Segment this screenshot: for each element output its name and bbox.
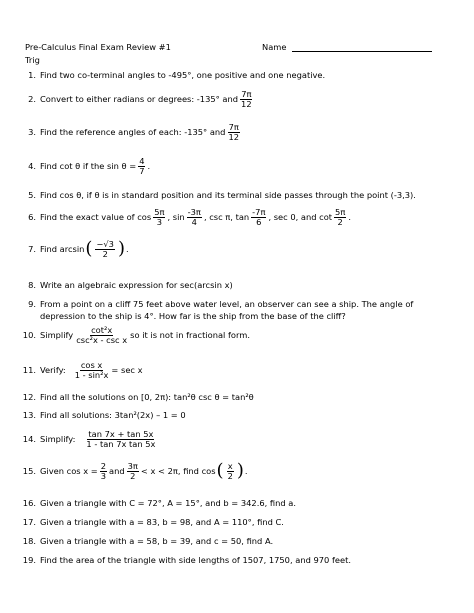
question-18	[10, 536, 273, 546]
question-text: Given a triangle with a = 58, b = 39, and c = 50, find A.	[40, 536, 274, 546]
fraction	[74, 361, 110, 379]
question-9-line2: depression to the ship is 4°. How far is the ship from the base of the cliff?	[40, 311, 346, 321]
question-text-end: .	[348, 212, 351, 223]
question-number: 2.	[28, 94, 36, 105]
question-2	[10, 90, 255, 108]
question-1	[10, 70, 325, 80]
denominator: csc²x - csc x	[76, 334, 128, 345]
fraction	[100, 462, 107, 480]
numerator: cot²x	[91, 325, 113, 335]
numerator: x	[227, 461, 233, 471]
numerator: 4	[139, 156, 145, 166]
question-text-part: , csc π, tan	[203, 212, 250, 223]
numerator: -7π	[252, 207, 266, 217]
fraction	[138, 157, 145, 175]
denominator: 12	[241, 98, 252, 109]
numerator: 5π	[154, 207, 165, 217]
question-text: Find cot θ if the sin θ =	[40, 161, 137, 172]
numerator: 3π	[127, 461, 138, 471]
question-4	[10, 157, 150, 175]
question-text: Find the exact value of cos	[40, 212, 152, 223]
question-number: 7.	[28, 244, 36, 255]
question-number: 12.	[22, 392, 36, 402]
denominator: 1 - sin²x	[74, 369, 109, 380]
question-text: Find all solutions: 3tan²(2x) – 1 = 0	[40, 410, 186, 420]
question-number: 19.	[22, 555, 36, 565]
name-label: Name	[262, 42, 287, 52]
denominator: 7	[139, 165, 145, 176]
question-15	[10, 462, 248, 480]
question-number: 16.	[22, 498, 36, 508]
fraction	[251, 208, 266, 226]
question-text-end: .	[244, 466, 248, 477]
exam-title: Pre-Calculus Final Exam Review #1	[25, 42, 171, 52]
denominator: 3	[100, 470, 107, 481]
question-number: 11.	[22, 365, 36, 376]
question-text-end: so it is not in fractional form.	[130, 330, 250, 341]
left-paren: (	[85, 238, 93, 260]
question-7	[10, 240, 129, 258]
question-text: Find the reference angles of each: -135° and	[40, 127, 226, 138]
question-text-end: .	[126, 244, 129, 255]
question-text-part: , sin	[167, 212, 185, 223]
question-number: 3.	[28, 127, 36, 138]
denominator: 3	[156, 216, 162, 227]
denominator: 2	[227, 470, 233, 481]
question-text: Find arcsin	[40, 244, 85, 255]
question-11	[10, 361, 143, 379]
fraction	[95, 240, 115, 258]
question-number: 6.	[28, 212, 36, 223]
question-text: Verify:	[40, 365, 66, 376]
question-6	[10, 208, 351, 226]
right-paren: )	[117, 238, 125, 260]
question-text-end: .	[147, 161, 151, 172]
exam-subtitle: Trig	[25, 55, 40, 65]
question-number: 13.	[22, 410, 36, 420]
right-paren: )	[236, 460, 244, 482]
fraction	[153, 208, 165, 226]
question-number: 14.	[22, 434, 36, 445]
denominator: 1 - tan 7x tan 5x	[86, 438, 156, 449]
question-text: Find the area of the triangle with side lengths of 1507, 1750, and 970 feet.	[40, 555, 351, 565]
question-12	[10, 392, 254, 402]
question-number: 9.	[28, 299, 36, 309]
question-number: 10.	[22, 330, 36, 341]
question-text: Find two co-terminal angles to -495°, one positive and one negative.	[40, 70, 326, 80]
question-text: Find cos θ, if θ is in standard position and its terminal side passes through the point (-3,3).	[40, 190, 416, 200]
question-text: Given a triangle with a = 83, b = 98, and A = 110°, find C.	[40, 517, 284, 527]
fraction	[187, 208, 202, 226]
denominator: 2	[102, 248, 108, 259]
numerator: cos x	[80, 360, 103, 370]
fraction	[85, 430, 156, 448]
question-text-end: = sec x	[111, 365, 143, 376]
question-text-part: < x < 2π, find cos	[140, 466, 216, 477]
question-number: 4.	[28, 161, 36, 172]
question-number: 15.	[22, 466, 36, 477]
denominator: 12	[228, 131, 239, 142]
question-19	[10, 555, 351, 565]
name-blank-line	[292, 51, 432, 52]
numerator: −√3	[96, 239, 114, 249]
question-number: 17.	[22, 517, 36, 527]
question-5	[10, 190, 416, 200]
fraction	[75, 326, 128, 344]
question-3	[10, 123, 242, 141]
question-9	[10, 299, 413, 309]
question-text: Find all the solutions on [0, 2π): tan²θ csc θ = tan²θ	[40, 392, 254, 402]
question-number: 18.	[22, 536, 36, 546]
denominator: 6	[256, 216, 262, 227]
numerator: 5π	[335, 207, 346, 217]
question-text-part: and	[109, 466, 125, 477]
question-17	[10, 517, 284, 527]
question-text: Given cos x =	[40, 466, 98, 477]
question-10	[10, 326, 250, 344]
denominator: 2	[130, 470, 136, 481]
question-text: Simplify	[40, 330, 74, 341]
question-number: 1.	[28, 70, 36, 80]
question-14	[10, 430, 158, 448]
fraction	[334, 208, 346, 226]
question-number: 5.	[28, 190, 36, 200]
denominator: 2	[337, 216, 343, 227]
question-number: 8.	[28, 280, 36, 290]
question-text-part: , sec 0, and cot	[268, 212, 333, 223]
question-text: Given a triangle with C = 72°, A = 15°, and b = 342.6, find a.	[40, 498, 296, 508]
fraction	[227, 123, 240, 141]
question-16	[10, 498, 296, 508]
left-paren: (	[216, 460, 224, 482]
numerator: 7π	[228, 122, 239, 132]
question-text-line1: From a point on a cliff 75 feet above water level, an observer can see a ship. The angle of	[40, 299, 414, 309]
question-text: Simplify:	[40, 434, 76, 445]
numerator: 7π	[241, 89, 252, 99]
fraction	[227, 462, 234, 480]
numerator: 2	[100, 461, 107, 471]
question-text: Convert to either radians or degrees: -135° and	[40, 94, 239, 105]
fraction	[240, 90, 253, 108]
fraction	[127, 462, 139, 480]
numerator: -3π	[187, 207, 201, 217]
question-text: Write an algebraic expression for sec(arcsin x)	[40, 280, 233, 290]
question-13	[10, 410, 186, 420]
numerator: tan 7x + tan 5x	[88, 429, 154, 439]
question-8	[10, 280, 233, 290]
denominator: 4	[191, 216, 197, 227]
